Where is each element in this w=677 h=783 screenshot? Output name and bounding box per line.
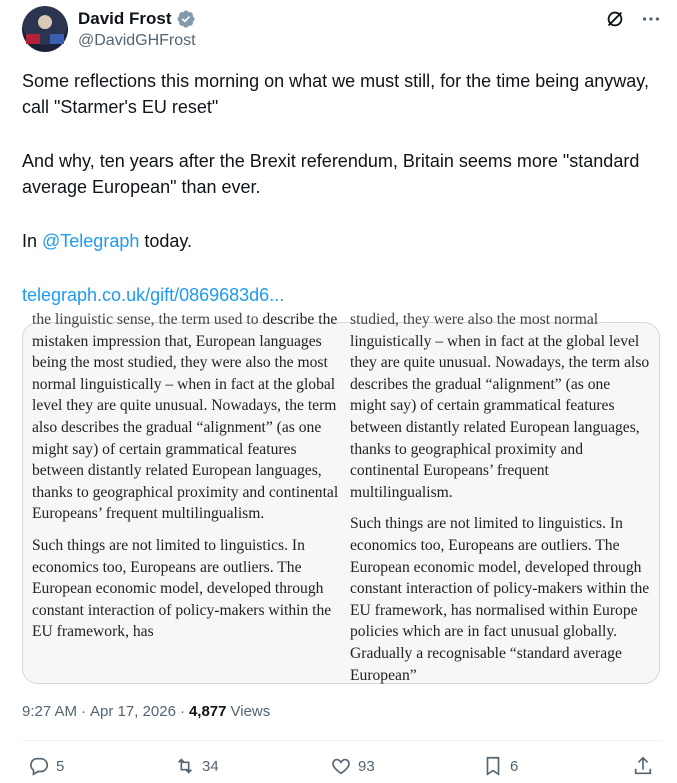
meta-separator: · bbox=[81, 703, 87, 720]
article-cut-line: studied, they were also the most normal bbox=[350, 311, 599, 328]
mention-link[interactable]: @Telegraph bbox=[42, 231, 140, 251]
article-column-left bbox=[32, 309, 347, 653]
tweet-time[interactable]: 9:27 AM bbox=[22, 703, 78, 720]
repost-button[interactable] bbox=[174, 755, 219, 777]
repost-count: 34 bbox=[202, 757, 219, 775]
more-icon[interactable] bbox=[640, 8, 662, 30]
text-suffix: today. bbox=[139, 231, 193, 251]
verified-icon[interactable] bbox=[176, 9, 196, 29]
article-para: describe the mistaken impression that, European languages being the most studied, they were also the most normal linguistically – when in fact at the global level they are quite unusual. Nowadays, the term also describes the gradual “alignment” (as one might say) of certain grammatical features between distantly related European languages, thanks to geographical proximity and continental Europeans’ frequent multilingualism. bbox=[32, 311, 339, 523]
tweet-paragraph bbox=[22, 228, 652, 254]
text-prefix: In bbox=[22, 231, 43, 251]
handle[interactable]: @DavidGHFrost bbox=[78, 32, 196, 49]
article-para: Such things are not limited to linguistics. In economics too, Europeans are outliers. The European economic model, developed through constant interaction of policy-makers within the EU framework, has normalised within Europe policies which are in fact unusual globally. Gradually a recognisable “standard average European” bbox=[350, 515, 650, 684]
bookmark-count: 6 bbox=[510, 757, 519, 775]
views-label: Views bbox=[230, 703, 271, 720]
reply-button[interactable] bbox=[28, 755, 64, 777]
article-text bbox=[32, 309, 347, 525]
like-icon bbox=[330, 755, 352, 777]
grok-icon[interactable] bbox=[604, 8, 626, 30]
divider bbox=[22, 740, 662, 741]
like-button[interactable] bbox=[330, 755, 375, 777]
meta-separator: · bbox=[179, 703, 185, 720]
views-count: 4,877 bbox=[188, 703, 227, 720]
share-icon bbox=[632, 755, 654, 777]
article-cut-line: the linguistic sense, the term used to bbox=[32, 311, 259, 328]
bookmark-button[interactable] bbox=[482, 755, 518, 777]
tweet-meta bbox=[22, 703, 270, 720]
avatar[interactable] bbox=[22, 6, 68, 52]
tweet-text bbox=[22, 68, 652, 336]
article-column-right bbox=[350, 309, 650, 696]
article-para: Such things are not limited to linguistics. In economics too, Europeans are outliers. The European economic model, developed through constant interaction of policy-makers within the EU framework, has bbox=[32, 536, 332, 641]
display-name[interactable]: David Frost bbox=[78, 9, 172, 28]
tweet-date[interactable]: Apr 17, 2026 bbox=[90, 703, 176, 720]
share-button[interactable] bbox=[632, 755, 654, 777]
action-bar bbox=[22, 755, 662, 781]
like-count: 93 bbox=[358, 757, 375, 775]
media-image[interactable] bbox=[22, 311, 660, 684]
repost-icon bbox=[174, 755, 196, 777]
bookmark-icon bbox=[482, 755, 504, 777]
article-para: linguistically – when in fact at the global level they are quite unusual. Nowadays, the term also describes the gradual “alignment” (as one might say) of certain grammatical features between distantly related European languages, thanks to geographical proximity and continental Europeans’ frequent multilingualism. bbox=[350, 332, 650, 501]
tweet-paragraph: Some reflections this morning on what we must still, for the time being anyway, call "Starmer's EU reset" bbox=[22, 71, 649, 117]
tweet-paragraph: And why, ten years after the Brexit referendum, Britain seems more "standard average European" than ever. bbox=[22, 151, 640, 197]
article-text bbox=[350, 309, 650, 503]
tweet-header bbox=[22, 6, 662, 56]
name-row bbox=[78, 9, 196, 29]
top-icons bbox=[604, 8, 662, 30]
article-link[interactable]: telegraph.co.uk/gift/0869683d6... bbox=[22, 285, 285, 305]
reply-count: 5 bbox=[56, 757, 65, 775]
reply-icon bbox=[28, 755, 50, 777]
